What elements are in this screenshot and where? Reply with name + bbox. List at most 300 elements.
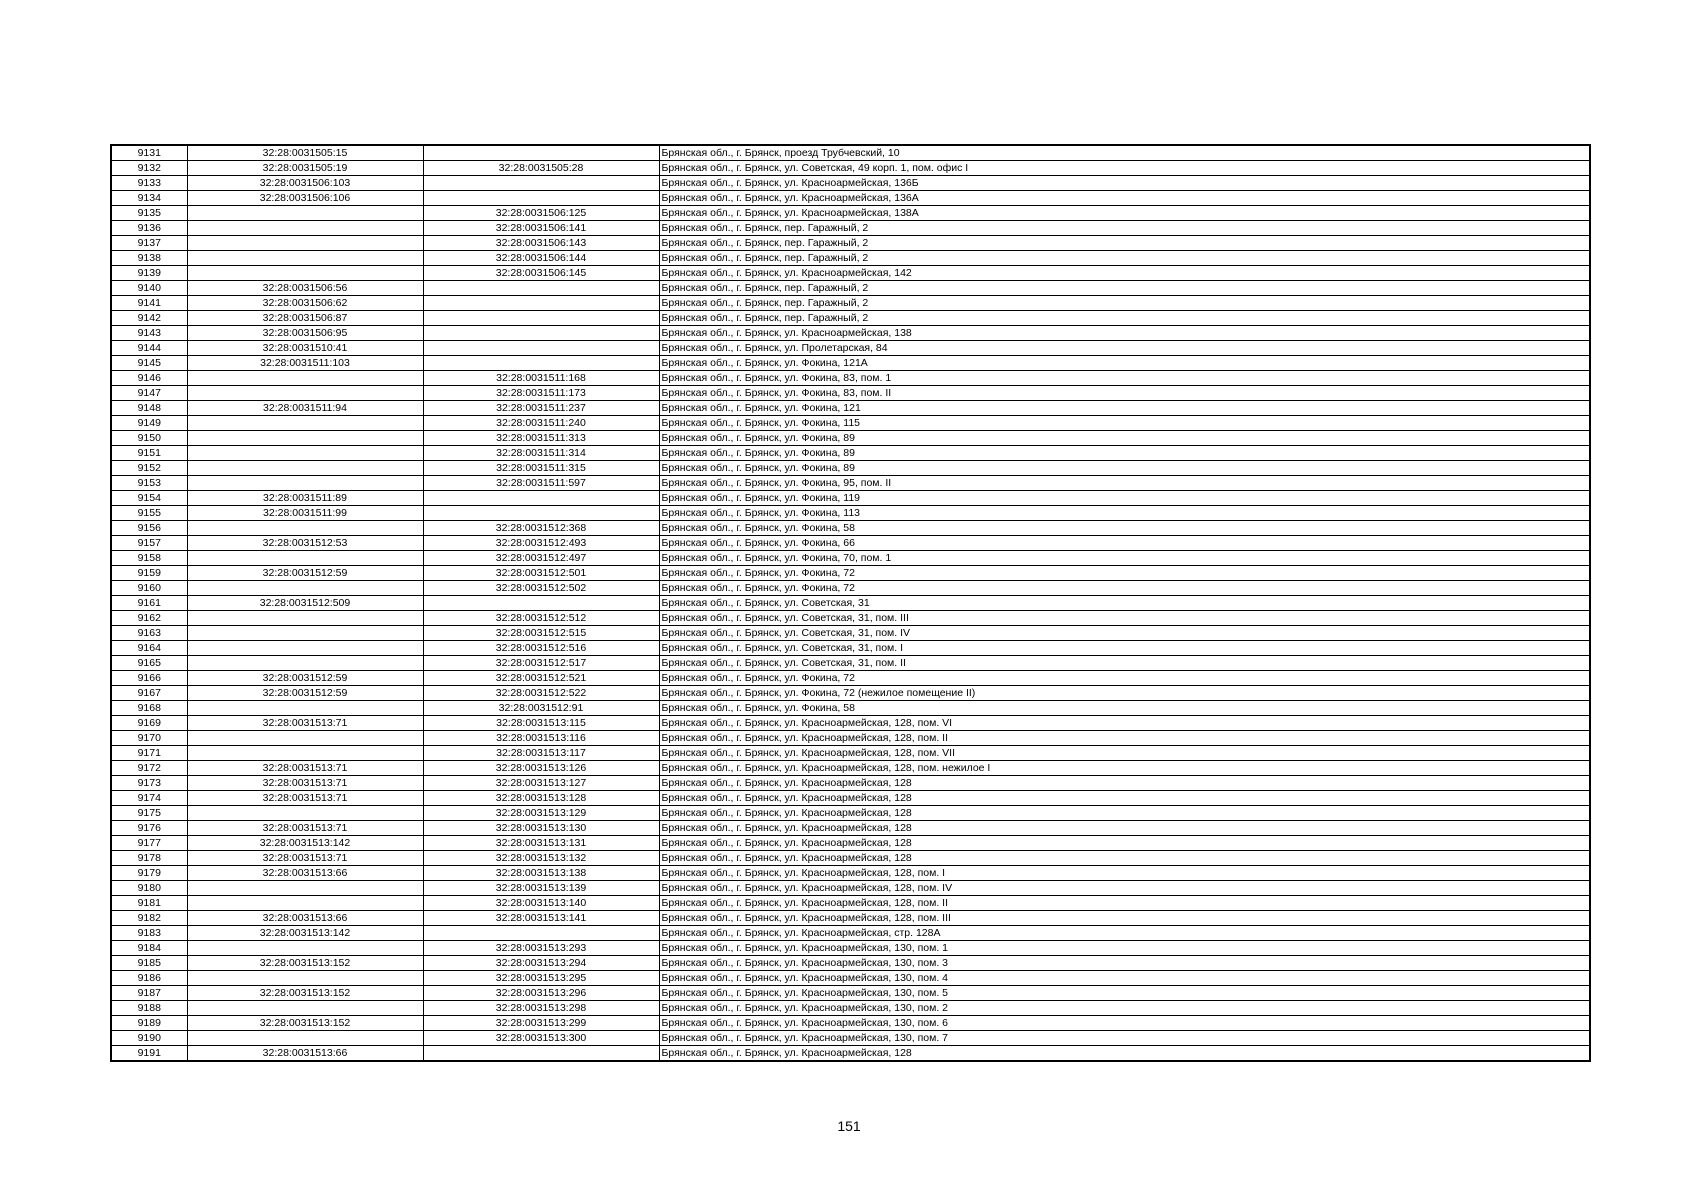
address-cell: Брянская обл., г. Брянск, ул. Фокина, 83, пом. II xyxy=(659,386,1590,401)
table-row xyxy=(111,341,1590,356)
land-cadastral-number-cell xyxy=(187,206,423,221)
table-row xyxy=(111,986,1590,1001)
page-number: 151 xyxy=(837,1118,861,1134)
table-row xyxy=(111,746,1590,761)
table-row xyxy=(111,731,1590,746)
building-cadastral-number-cell xyxy=(423,341,659,356)
row-number-cell: 9167 xyxy=(111,686,187,701)
row-number-cell: 9176 xyxy=(111,821,187,836)
land-cadastral-number-cell: 32:28:0031506:95 xyxy=(187,326,423,341)
address-cell: Брянская обл., г. Брянск, ул. Красноармейская, 138А xyxy=(659,206,1590,221)
table-row xyxy=(111,296,1590,311)
address-cell: Брянская обл., г. Брянск, ул. Фокина, 83, пом. 1 xyxy=(659,371,1590,386)
building-cadastral-number-cell: 32:28:0031513:294 xyxy=(423,956,659,971)
building-cadastral-number-cell: 32:28:0031513:141 xyxy=(423,911,659,926)
building-cadastral-number-cell: 32:28:0031513:128 xyxy=(423,791,659,806)
table-row xyxy=(111,941,1590,956)
row-number-cell: 9136 xyxy=(111,221,187,236)
land-cadastral-number-cell xyxy=(187,701,423,716)
building-cadastral-number-cell: 32:28:0031513:127 xyxy=(423,776,659,791)
land-cadastral-number-cell: 32:28:0031513:152 xyxy=(187,956,423,971)
address-cell: Брянская обл., г. Брянск, ул. Красноармейская, стр. 128А xyxy=(659,926,1590,941)
land-cadastral-number-cell: 32:28:0031512:509 xyxy=(187,596,423,611)
land-cadastral-number-cell: 32:28:0031513:71 xyxy=(187,776,423,791)
table-row xyxy=(111,145,1590,161)
row-number-cell: 9154 xyxy=(111,491,187,506)
land-cadastral-number-cell: 32:28:0031513:71 xyxy=(187,716,423,731)
address-cell: Брянская обл., г. Брянск, ул. Красноармейская, 130, пом. 7 xyxy=(659,1031,1590,1046)
building-cadastral-number-cell: 32:28:0031512:522 xyxy=(423,686,659,701)
land-cadastral-number-cell xyxy=(187,656,423,671)
land-cadastral-number-cell: 32:28:0031512:59 xyxy=(187,686,423,701)
building-cadastral-number-cell: 32:28:0031513:131 xyxy=(423,836,659,851)
land-cadastral-number-cell: 32:28:0031506:103 xyxy=(187,176,423,191)
building-cadastral-number-cell: 32:28:0031512:501 xyxy=(423,566,659,581)
address-cell: Брянская обл., г. Брянск, ул. Советская, 31, пом. IV xyxy=(659,626,1590,641)
land-cadastral-number-cell: 32:28:0031513:71 xyxy=(187,851,423,866)
address-cell: Брянская обл., г. Брянск, ул. Фокина, 58 xyxy=(659,701,1590,716)
land-cadastral-number-cell xyxy=(187,1001,423,1016)
address-cell: Брянская обл., г. Брянск, ул. Красноармейская, 130, пом. 6 xyxy=(659,1016,1590,1031)
land-cadastral-number-cell: 32:28:0031506:87 xyxy=(187,311,423,326)
address-cell: Брянская обл., г. Брянск, ул. Советская, 31 xyxy=(659,596,1590,611)
row-number-cell: 9139 xyxy=(111,266,187,281)
row-number-cell: 9189 xyxy=(111,1016,187,1031)
row-number-cell: 9133 xyxy=(111,176,187,191)
row-number-cell: 9160 xyxy=(111,581,187,596)
row-number-cell: 9147 xyxy=(111,386,187,401)
table-row xyxy=(111,356,1590,371)
building-cadastral-number-cell: 32:28:0031506:145 xyxy=(423,266,659,281)
row-number-cell: 9175 xyxy=(111,806,187,821)
address-cell: Брянская обл., г. Брянск, ул. Красноармейская, 128, пом. IV xyxy=(659,881,1590,896)
building-cadastral-number-cell: 32:28:0031513:126 xyxy=(423,761,659,776)
row-number-cell: 9156 xyxy=(111,521,187,536)
building-cadastral-number-cell: 32:28:0031513:130 xyxy=(423,821,659,836)
table-row xyxy=(111,266,1590,281)
row-number-cell: 9163 xyxy=(111,626,187,641)
building-cadastral-number-cell: 32:28:0031513:132 xyxy=(423,851,659,866)
land-cadastral-number-cell: 32:28:0031512:59 xyxy=(187,566,423,581)
building-cadastral-number-cell: 32:28:0031512:91 xyxy=(423,701,659,716)
address-cell: Брянская обл., г. Брянск, пер. Гаражный, 2 xyxy=(659,281,1590,296)
address-cell: Брянская обл., г. Брянск, ул. Красноармейская, 128 xyxy=(659,791,1590,806)
address-cell: Брянская обл., г. Брянск, ул. Фокина, 115 xyxy=(659,416,1590,431)
table-row xyxy=(111,761,1590,776)
building-cadastral-number-cell: 32:28:0031506:144 xyxy=(423,251,659,266)
row-number-cell: 9170 xyxy=(111,731,187,746)
row-number-cell: 9145 xyxy=(111,356,187,371)
cadastral-table xyxy=(110,144,1591,1062)
table-row xyxy=(111,161,1590,176)
table-row xyxy=(111,416,1590,431)
address-cell: Брянская обл., г. Брянск, ул. Советская, 31, пом. I xyxy=(659,641,1590,656)
building-cadastral-number-cell: 32:28:0031513:116 xyxy=(423,731,659,746)
building-cadastral-number-cell: 32:28:0031513:117 xyxy=(423,746,659,761)
address-cell: Брянская обл., г. Брянск, пер. Гаражный, 2 xyxy=(659,236,1590,251)
table-row xyxy=(111,581,1590,596)
building-cadastral-number-cell: 32:28:0031511:597 xyxy=(423,476,659,491)
address-cell: Брянская обл., г. Брянск, ул. Фокина, 72 xyxy=(659,566,1590,581)
row-number-cell: 9180 xyxy=(111,881,187,896)
building-cadastral-number-cell: 32:28:0031513:138 xyxy=(423,866,659,881)
row-number-cell: 9140 xyxy=(111,281,187,296)
land-cadastral-number-cell: 32:28:0031513:152 xyxy=(187,1016,423,1031)
building-cadastral-number-cell: 32:28:0031512:493 xyxy=(423,536,659,551)
address-cell: Брянская обл., г. Брянск, ул. Красноармейская, 130, пом. 1 xyxy=(659,941,1590,956)
address-cell: Брянская обл., г. Брянск, ул. Фокина, 121 xyxy=(659,401,1590,416)
building-cadastral-number-cell: 32:28:0031506:141 xyxy=(423,221,659,236)
land-cadastral-number-cell: 32:28:0031513:66 xyxy=(187,911,423,926)
address-cell: Брянская обл., г. Брянск, ул. Фокина, 113 xyxy=(659,506,1590,521)
building-cadastral-number-cell: 32:28:0031513:296 xyxy=(423,986,659,1001)
building-cadastral-number-cell: 32:28:0031511:168 xyxy=(423,371,659,386)
land-cadastral-number-cell xyxy=(187,626,423,641)
building-cadastral-number-cell xyxy=(423,176,659,191)
land-cadastral-number-cell: 32:28:0031505:15 xyxy=(187,145,423,161)
table-row xyxy=(111,221,1590,236)
land-cadastral-number-cell: 32:28:0031513:71 xyxy=(187,791,423,806)
land-cadastral-number-cell xyxy=(187,521,423,536)
address-cell: Брянская обл., г. Брянск, ул. Красноармейская, 128, пом. нежилое I xyxy=(659,761,1590,776)
land-cadastral-number-cell xyxy=(187,941,423,956)
table-row xyxy=(111,176,1590,191)
address-cell: Брянская обл., г. Брянск, ул. Фокина, 70, пом. 1 xyxy=(659,551,1590,566)
table-row xyxy=(111,326,1590,341)
address-cell: Брянская обл., г. Брянск, ул. Фокина, 95, пом. II xyxy=(659,476,1590,491)
address-cell: Брянская обл., г. Брянск, ул. Красноармейская, 128 xyxy=(659,821,1590,836)
address-cell: Брянская обл., г. Брянск, ул. Красноармейская, 130, пом. 2 xyxy=(659,1001,1590,1016)
table-row xyxy=(111,836,1590,851)
address-cell: Брянская обл., г. Брянск, ул. Красноармейская, 138 xyxy=(659,326,1590,341)
building-cadastral-number-cell: 32:28:0031513:295 xyxy=(423,971,659,986)
building-cadastral-number-cell xyxy=(423,356,659,371)
address-cell: Брянская обл., г. Брянск, ул. Красноармейская, 136Б xyxy=(659,176,1590,191)
address-cell: Брянская обл., г. Брянск, пер. Гаражный, 2 xyxy=(659,251,1590,266)
row-number-cell: 9141 xyxy=(111,296,187,311)
building-cadastral-number-cell: 32:28:0031512:515 xyxy=(423,626,659,641)
table-row xyxy=(111,1016,1590,1031)
table-row xyxy=(111,656,1590,671)
table-row xyxy=(111,311,1590,326)
address-cell: Брянская обл., г. Брянск, ул. Красноармейская, 136А xyxy=(659,191,1590,206)
land-cadastral-number-cell: 32:28:0031506:62 xyxy=(187,296,423,311)
row-number-cell: 9169 xyxy=(111,716,187,731)
address-cell: Брянская обл., г. Брянск, ул. Фокина, 72 xyxy=(659,581,1590,596)
row-number-cell: 9159 xyxy=(111,566,187,581)
table-row xyxy=(111,536,1590,551)
row-number-cell: 9190 xyxy=(111,1031,187,1046)
row-number-cell: 9155 xyxy=(111,506,187,521)
row-number-cell: 9166 xyxy=(111,671,187,686)
row-number-cell: 9161 xyxy=(111,596,187,611)
land-cadastral-number-cell xyxy=(187,1031,423,1046)
address-cell: Брянская обл., г. Брянск, ул. Красноармейская, 128 xyxy=(659,1046,1590,1062)
table-row xyxy=(111,911,1590,926)
row-number-cell: 9148 xyxy=(111,401,187,416)
row-number-cell: 9181 xyxy=(111,896,187,911)
address-cell: Брянская обл., г. Брянск, ул. Советская, 49 корп. 1, пом. офис I xyxy=(659,161,1590,176)
row-number-cell: 9144 xyxy=(111,341,187,356)
building-cadastral-number-cell: 32:28:0031512:521 xyxy=(423,671,659,686)
row-number-cell: 9168 xyxy=(111,701,187,716)
land-cadastral-number-cell: 32:28:0031513:71 xyxy=(187,761,423,776)
row-number-cell: 9152 xyxy=(111,461,187,476)
table-row xyxy=(111,401,1590,416)
building-cadastral-number-cell: 32:28:0031506:125 xyxy=(423,206,659,221)
building-cadastral-number-cell xyxy=(423,191,659,206)
row-number-cell: 9151 xyxy=(111,446,187,461)
row-number-cell: 9184 xyxy=(111,941,187,956)
land-cadastral-number-cell: 32:28:0031512:53 xyxy=(187,536,423,551)
table-row xyxy=(111,386,1590,401)
land-cadastral-number-cell: 32:28:0031513:142 xyxy=(187,926,423,941)
land-cadastral-number-cell xyxy=(187,266,423,281)
row-number-cell: 9165 xyxy=(111,656,187,671)
table-row xyxy=(111,866,1590,881)
building-cadastral-number-cell: 32:28:0031505:28 xyxy=(423,161,659,176)
table-row xyxy=(111,776,1590,791)
table-row xyxy=(111,476,1590,491)
table-row xyxy=(111,1001,1590,1016)
building-cadastral-number-cell: 32:28:0031513:129 xyxy=(423,806,659,821)
building-cadastral-number-cell: 32:28:0031511:314 xyxy=(423,446,659,461)
land-cadastral-number-cell: 32:28:0031511:89 xyxy=(187,491,423,506)
address-cell: Брянская обл., г. Брянск, ул. Красноармейская, 128, пом. II xyxy=(659,896,1590,911)
row-number-cell: 9162 xyxy=(111,611,187,626)
building-cadastral-number-cell xyxy=(423,296,659,311)
land-cadastral-number-cell xyxy=(187,251,423,266)
address-cell: Брянская обл., г. Брянск, ул. Красноармейская, 128 xyxy=(659,806,1590,821)
table-row xyxy=(111,716,1590,731)
land-cadastral-number-cell xyxy=(187,971,423,986)
land-cadastral-number-cell xyxy=(187,581,423,596)
table-row xyxy=(111,881,1590,896)
land-cadastral-number-cell xyxy=(187,731,423,746)
table-row xyxy=(111,641,1590,656)
table-row xyxy=(111,251,1590,266)
land-cadastral-number-cell: 32:28:0031513:142 xyxy=(187,836,423,851)
building-cadastral-number-cell: 32:28:0031513:115 xyxy=(423,716,659,731)
table-row xyxy=(111,236,1590,251)
address-cell: Брянская обл., г. Брянск, ул. Красноармейская, 130, пом. 5 xyxy=(659,986,1590,1001)
table-row xyxy=(111,206,1590,221)
building-cadastral-number-cell xyxy=(423,506,659,521)
table-row xyxy=(111,806,1590,821)
building-cadastral-number-cell: 32:28:0031511:173 xyxy=(423,386,659,401)
row-number-cell: 9135 xyxy=(111,206,187,221)
table-row xyxy=(111,821,1590,836)
building-cadastral-number-cell: 32:28:0031513:298 xyxy=(423,1001,659,1016)
land-cadastral-number-cell: 32:28:0031511:103 xyxy=(187,356,423,371)
land-cadastral-number-cell xyxy=(187,446,423,461)
row-number-cell: 9178 xyxy=(111,851,187,866)
row-number-cell: 9132 xyxy=(111,161,187,176)
row-number-cell: 9174 xyxy=(111,791,187,806)
building-cadastral-number-cell xyxy=(423,145,659,161)
land-cadastral-number-cell: 32:28:0031513:152 xyxy=(187,986,423,1001)
row-number-cell: 9188 xyxy=(111,1001,187,1016)
address-cell: Брянская обл., г. Брянск, ул. Красноармейская, 130, пом. 3 xyxy=(659,956,1590,971)
address-cell: Брянская обл., г. Брянск, ул. Красноармейская, 128, пом. I xyxy=(659,866,1590,881)
building-cadastral-number-cell: 32:28:0031511:237 xyxy=(423,401,659,416)
table-row xyxy=(111,491,1590,506)
land-cadastral-number-cell: 32:28:0031513:71 xyxy=(187,821,423,836)
row-number-cell: 9157 xyxy=(111,536,187,551)
land-cadastral-number-cell xyxy=(187,746,423,761)
row-number-cell: 9185 xyxy=(111,956,187,971)
table-row xyxy=(111,1046,1590,1062)
land-cadastral-number-cell xyxy=(187,461,423,476)
row-number-cell: 9177 xyxy=(111,836,187,851)
row-number-cell: 9187 xyxy=(111,986,187,1001)
land-cadastral-number-cell: 32:28:0031513:66 xyxy=(187,866,423,881)
building-cadastral-number-cell: 32:28:0031513:140 xyxy=(423,896,659,911)
table-row xyxy=(111,701,1590,716)
land-cadastral-number-cell xyxy=(187,236,423,251)
row-number-cell: 9146 xyxy=(111,371,187,386)
row-number-cell: 9173 xyxy=(111,776,187,791)
land-cadastral-number-cell: 32:28:0031512:59 xyxy=(187,671,423,686)
table-row xyxy=(111,281,1590,296)
land-cadastral-number-cell xyxy=(187,551,423,566)
address-cell: Брянская обл., г. Брянск, ул. Фокина, 72 (нежилое помещение II) xyxy=(659,686,1590,701)
building-cadastral-number-cell xyxy=(423,326,659,341)
table-row xyxy=(111,461,1590,476)
address-cell: Брянская обл., г. Брянск, пер. Гаражный, 2 xyxy=(659,296,1590,311)
building-cadastral-number-cell: 32:28:0031511:315 xyxy=(423,461,659,476)
table-row xyxy=(111,926,1590,941)
land-cadastral-number-cell: 32:28:0031505:19 xyxy=(187,161,423,176)
land-cadastral-number-cell: 32:28:0031511:94 xyxy=(187,401,423,416)
address-cell: Брянская обл., г. Брянск, ул. Красноармейская, 142 xyxy=(659,266,1590,281)
row-number-cell: 9137 xyxy=(111,236,187,251)
table-row xyxy=(111,446,1590,461)
row-number-cell: 9153 xyxy=(111,476,187,491)
land-cadastral-number-cell xyxy=(187,221,423,236)
address-cell: Брянская обл., г. Брянск, ул. Советская, 31, пом. III xyxy=(659,611,1590,626)
building-cadastral-number-cell: 32:28:0031511:240 xyxy=(423,416,659,431)
address-cell: Брянская обл., г. Брянск, ул. Красноармейская, 128, пом. VI xyxy=(659,716,1590,731)
row-number-cell: 9191 xyxy=(111,1046,187,1062)
address-cell: Брянская обл., г. Брянск, пер. Гаражный, 2 xyxy=(659,311,1590,326)
table-body xyxy=(111,145,1590,1061)
land-cadastral-number-cell xyxy=(187,431,423,446)
row-number-cell: 9150 xyxy=(111,431,187,446)
address-cell: Брянская обл., г. Брянск, ул. Фокина, 89 xyxy=(659,461,1590,476)
building-cadastral-number-cell xyxy=(423,926,659,941)
building-cadastral-number-cell: 32:28:0031513:139 xyxy=(423,881,659,896)
land-cadastral-number-cell: 32:28:0031506:106 xyxy=(187,191,423,206)
row-number-cell: 9179 xyxy=(111,866,187,881)
table-row xyxy=(111,791,1590,806)
row-number-cell: 9164 xyxy=(111,641,187,656)
table-row xyxy=(111,1031,1590,1046)
address-cell: Брянская обл., г. Брянск, ул. Пролетарская, 84 xyxy=(659,341,1590,356)
address-cell: Брянская обл., г. Брянск, ул. Фокина, 72 xyxy=(659,671,1590,686)
row-number-cell: 9182 xyxy=(111,911,187,926)
address-cell: Брянская обл., г. Брянск, ул. Фокина, 119 xyxy=(659,491,1590,506)
address-cell: Брянская обл., г. Брянск, ул. Фокина, 58 xyxy=(659,521,1590,536)
address-cell: Брянская обл., г. Брянск, ул. Фокина, 66 xyxy=(659,536,1590,551)
building-cadastral-number-cell xyxy=(423,1046,659,1062)
table-row xyxy=(111,371,1590,386)
address-cell: Брянская обл., г. Брянск, ул. Красноармейская, 128, пом. III xyxy=(659,911,1590,926)
address-cell: Брянская обл., г. Брянск, пер. Гаражный, 2 xyxy=(659,221,1590,236)
table-row xyxy=(111,191,1590,206)
building-cadastral-number-cell: 32:28:0031512:368 xyxy=(423,521,659,536)
table-row xyxy=(111,851,1590,866)
land-cadastral-number-cell xyxy=(187,371,423,386)
land-cadastral-number-cell xyxy=(187,806,423,821)
land-cadastral-number-cell: 32:28:0031513:66 xyxy=(187,1046,423,1062)
land-cadastral-number-cell xyxy=(187,386,423,401)
row-number-cell: 9149 xyxy=(111,416,187,431)
building-cadastral-number-cell: 32:28:0031512:517 xyxy=(423,656,659,671)
row-number-cell: 9142 xyxy=(111,311,187,326)
row-number-cell: 9158 xyxy=(111,551,187,566)
row-number-cell: 9186 xyxy=(111,971,187,986)
row-number-cell: 9143 xyxy=(111,326,187,341)
address-cell: Брянская обл., г. Брянск, ул. Красноармейская, 128 xyxy=(659,776,1590,791)
table-row xyxy=(111,686,1590,701)
land-cadastral-number-cell xyxy=(187,611,423,626)
table-row xyxy=(111,521,1590,536)
building-cadastral-number-cell: 32:28:0031512:502 xyxy=(423,581,659,596)
row-number-cell: 9131 xyxy=(111,145,187,161)
table-row xyxy=(111,551,1590,566)
table-row xyxy=(111,626,1590,641)
table-row xyxy=(111,596,1590,611)
building-cadastral-number-cell xyxy=(423,596,659,611)
building-cadastral-number-cell: 32:28:0031506:143 xyxy=(423,236,659,251)
land-cadastral-number-cell xyxy=(187,896,423,911)
address-cell: Брянская обл., г. Брянск, ул. Фокина, 121А xyxy=(659,356,1590,371)
land-cadastral-number-cell xyxy=(187,881,423,896)
table-row xyxy=(111,896,1590,911)
table-row xyxy=(111,611,1590,626)
land-cadastral-number-cell xyxy=(187,476,423,491)
land-cadastral-number-cell: 32:28:0031510:41 xyxy=(187,341,423,356)
address-cell: Брянская обл., г. Брянск, проезд Трубчевский, 10 xyxy=(659,145,1590,161)
land-cadastral-number-cell xyxy=(187,641,423,656)
address-cell: Брянская обл., г. Брянск, ул. Советская, 31, пом. II xyxy=(659,656,1590,671)
address-cell: Брянская обл., г. Брянск, ул. Красноармейская, 128, пом. II xyxy=(659,731,1590,746)
row-number-cell: 9138 xyxy=(111,251,187,266)
table-row xyxy=(111,956,1590,971)
building-cadastral-number-cell: 32:28:0031512:512 xyxy=(423,611,659,626)
building-cadastral-number-cell: 32:28:0031512:516 xyxy=(423,641,659,656)
row-number-cell: 9171 xyxy=(111,746,187,761)
row-number-cell: 9172 xyxy=(111,761,187,776)
building-cadastral-number-cell: 32:28:0031513:299 xyxy=(423,1016,659,1031)
table-row xyxy=(111,506,1590,521)
address-cell: Брянская обл., г. Брянск, ул. Красноармейская, 130, пом. 4 xyxy=(659,971,1590,986)
address-cell: Брянская обл., г. Брянск, ул. Фокина, 89 xyxy=(659,446,1590,461)
building-cadastral-number-cell: 32:28:0031513:300 xyxy=(423,1031,659,1046)
table-row xyxy=(111,971,1590,986)
row-number-cell: 9183 xyxy=(111,926,187,941)
table-row xyxy=(111,671,1590,686)
building-cadastral-number-cell xyxy=(423,281,659,296)
building-cadastral-number-cell xyxy=(423,311,659,326)
building-cadastral-number-cell xyxy=(423,491,659,506)
building-cadastral-number-cell: 32:28:0031511:313 xyxy=(423,431,659,446)
address-cell: Брянская обл., г. Брянск, ул. Красноармейская, 128 xyxy=(659,851,1590,866)
address-cell: Брянская обл., г. Брянск, ул. Красноармейская, 128, пом. VII xyxy=(659,746,1590,761)
building-cadastral-number-cell: 32:28:0031512:497 xyxy=(423,551,659,566)
address-cell: Брянская обл., г. Брянск, ул. Фокина, 89 xyxy=(659,431,1590,446)
